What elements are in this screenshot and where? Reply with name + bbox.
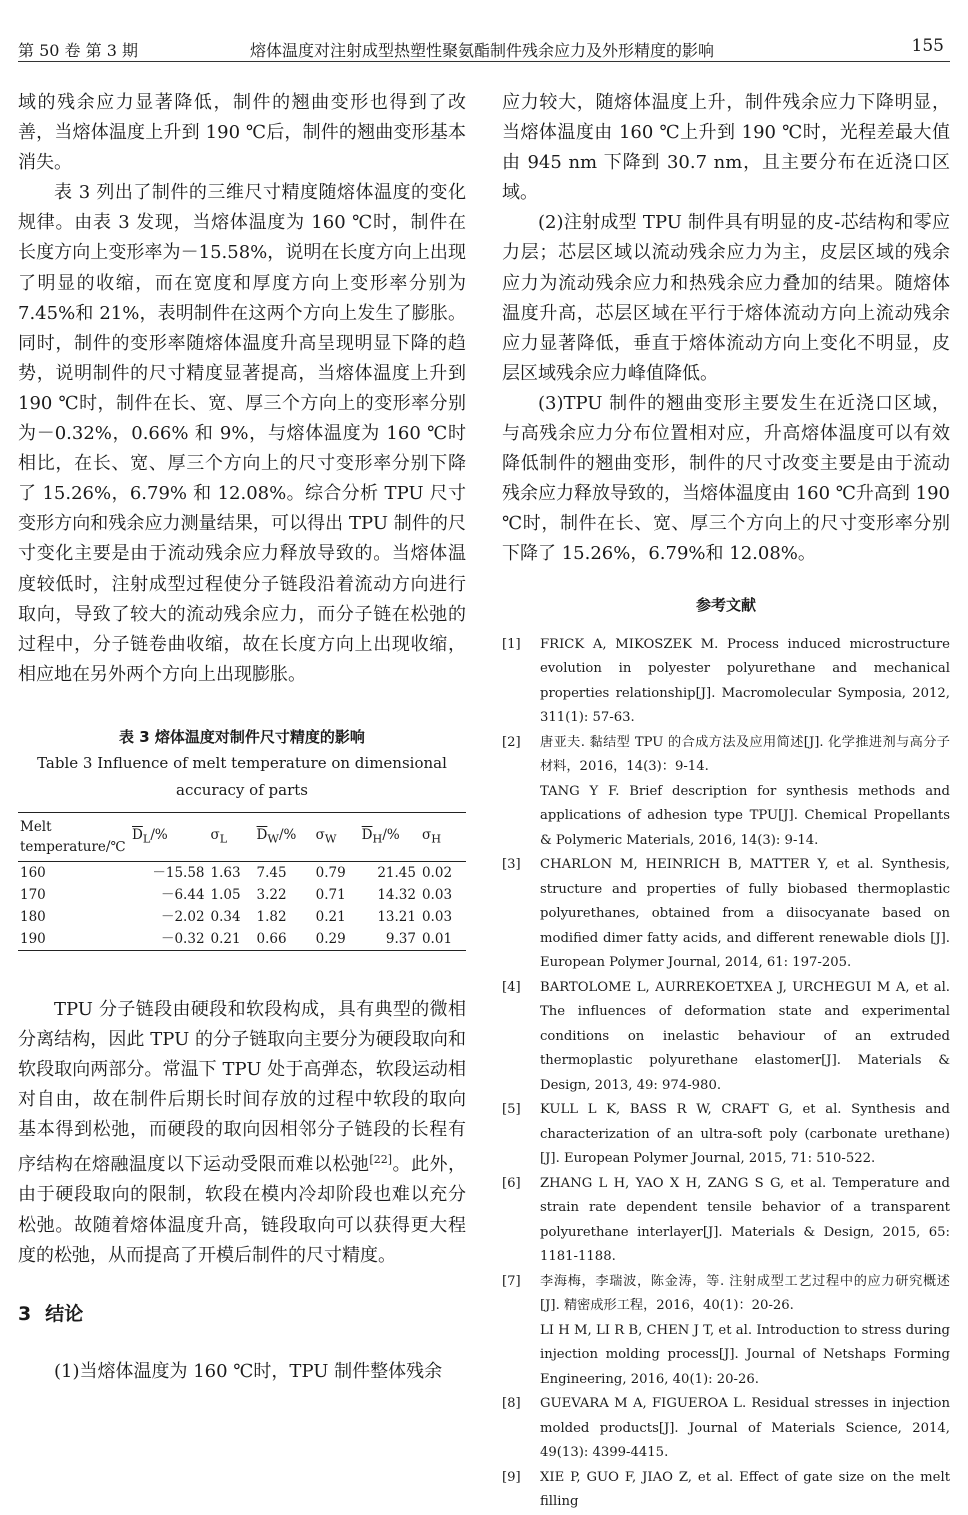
table-cell: 7.45 [256,864,287,881]
table-cell: 0.21 [210,930,241,947]
reference-text: XIE P, GUO F, JIAO Z, et al. Effect of gate size on the melt filling [540,1469,950,1509]
table-header-row [18,812,466,861]
section-title: 结论 [45,1302,84,1325]
table-cell: 0.34 [210,908,241,925]
reference-text: 唐亚夫. 黏结型 TPU 的合成方法及应用简述[J]. 化学推进剂与高分子材料，2016，14(3)：9-14. [540,734,950,774]
body-paragraph: 应力较大，随熔体温度上升，制件残余应力下降明显，当熔体温度由 160 ℃上升到 190 ℃时，光程差最大值由 945 nm 下降到 30.7 nm，且主要分布在近浇口区域。 [502,92,950,204]
table-cell: 170 [20,886,46,903]
reference-text: GUEVARA M A, FIGUEROA L. Residual stresses in injection molded products[J]. Journal of Materials Science, 2014, 49(13): 4399-4415. [540,1396,950,1460]
table-cell: 14.32 [377,886,416,903]
col-sigma-h: $\sigma_H$ [420,812,466,861]
reference-item [502,1270,950,1319]
body-paragraph: 域的残余应力显著降低，制件的翘曲变形也得到了改善，当熔体温度上升到 190 ℃后，制件的翘曲变形基本消失。 [18,92,466,174]
references-heading: 参考文献 [695,595,756,614]
table-cell: －0.32 [160,930,205,947]
table-cell: －6.44 [160,886,205,903]
page-number: 155 [911,36,944,56]
col-sigma-w: $\sigma_W$ [314,812,360,861]
reference-number: [2] [502,734,521,750]
citation: [22] [369,1153,393,1167]
col-sigma-l: $\sigma_L$ [209,812,255,861]
reference-text: TANG Y F. Brief description for synthesis methods and applications of adhesion type TPU[J]. Chemical Propellants & Polymeric Materials, 2016, 14(3): 9-14. [540,783,950,848]
table-cell: 0.71 [315,886,346,903]
reference-number: [6] [502,1175,521,1191]
table-cell: 0.29 [315,930,346,947]
reference-item [502,1172,950,1270]
table-row [18,928,466,951]
table-cell: 3.22 [256,886,287,903]
reference-item [502,1392,950,1466]
table-cell: 1.82 [256,908,287,925]
col-dw: $\overline{D}_W/\%$ [255,812,314,861]
table-cell: 0.66 [256,930,287,947]
reference-item [502,731,950,780]
reference-text: 李海梅，李瑞波，陈金涛，等. 注射成型工艺过程中的应力研究概述[J]. 精密成形工程，2016，40(1)：20-26. [540,1273,950,1313]
reference-number [502,1319,540,1393]
reference-number: [5] [502,1102,521,1117]
table-cell: 0.03 [421,886,453,903]
reference-text: ZHANG L H, YAO X H, ZANG S G, et al. Temperature and strain rate dependent tensile behavior of a transparent polyurethane interlayer[J]. Materials & Design, 2015, 65: 1181-1188. [540,1175,950,1264]
reference-text: LI H M, LI R B, CHEN J T, et al. Introduction to stress during injection molding process[J]. Journal of Netshaps Forming Engineering, 2016, 40(1): 20-26. [540,1322,950,1387]
reference-text: KULL L K, BASS R W, CRAFT G, et al. Synthesis and characterization of an ultra-soft poly (carbonate urethane)[J]. European Polymer Journal, 2015, 71: 510-522. [540,1102,950,1166]
body-paragraph: TPU 分子链段由硬段和软段构成，具有典型的微相分离结构，因此 TPU 的分子链取向主要分为硬段取向和软段取向两部分。常温下 TPU 处于高弹态，软段运动相对自由，故在制件后期长时间存放的过程中软段的取向基本得到松弛，而硬段的取向因相邻分子链段的长程有序结构在熔融温度以下运动受限而难以松弛[22]。此外，由于硬段取向的限制，软段在模内冷却阶段也难以充分松弛。故随着熔体温度升高，链段取向可以获得更大程度的松弛，从而提高了开模后制件的尺寸精度。 [18,998,466,1266]
table-cell: 0.02 [421,864,453,881]
data-table [18,812,466,951]
table-cell: －2.02 [160,908,205,925]
reference-number [502,780,540,854]
table-cell: 0.01 [421,930,453,947]
reference-list [502,633,950,1515]
table-caption-en: Table 3 Influence of melt temperature on dimensional accuracy of parts [37,753,447,799]
table-cell: 0.03 [421,908,453,925]
reference-number: [3] [502,857,521,872]
reference-number: [4] [502,979,521,995]
reference-item [502,1319,950,1393]
table-row [18,884,466,906]
table-cell: 190 [20,930,46,947]
reference-number: [9] [502,1469,521,1485]
table-cell: 13.21 [377,908,416,925]
table-cell: 1.63 [210,864,241,881]
body-paragraph: (3)TPU 制件的翘曲变形主要发生在近浇口区域，与高残余应力分布位置相对应，升高熔体温度可以有效降低制件的翘曲变形，制件的尺寸改变主要是由于流动残余应力释放导致的，当熔体温度由 160 ℃升高到 190 ℃时，制件在长、宽、厚三个方向上的尺寸变形率分别下降了 15.26%，6.79%和 12.08%。 [502,392,951,565]
col-melt-temperature: Melt temperature/℃ [18,812,130,861]
right-column [502,88,950,1515]
table-cell: 160 [20,864,46,881]
col-dl: $\overline{D}_L/\%$ [130,812,209,861]
section-number: 3 [18,1302,32,1325]
table-cell: 0.21 [315,908,346,925]
body-paragraph: 表 3 列出了制件的三维尺寸精度随熔体温度的变化规律。由表 3 发现，当熔体温度为 160 ℃时，制件在长度方向上变形率为－15.58%，说明在长度方向上出现了明显的收缩，而在宽度和厚度方向上变形率分别为 7.45%和 21%，表明制件在这两个方向上发生了膨胀。同时，制件的变形率随熔体温度升高呈现明显下降的趋势，说明制件的尺寸精度显著提高，当熔体温度上升到 190 ℃时，制件在长、宽、厚三个方向上的变形率分别为－0.32%，0.66% 和 9%，与熔体温度为 160 ℃时相比，在长、宽、厚三个方向上的尺寸变形率分别下降了 15.26%，6.79% 和 12.08%。综合分析 TPU 尺寸变形方向和残余应力测量结果，可以得出 TPU 制件的尺寸变化主要是由于流动残余应力释放导致的。当熔体温度较低时，注射成型过程使分子链段沿着流动方向进行取向，导致了较大的流动残余应力，而分子链在松弛的过程中，分子链卷曲收缩，故在长度方向上出现收缩，相应地在另外两个方向上出现膨胀。 [18,182,466,685]
reference-number: [8] [502,1396,521,1411]
left-column [18,88,466,1387]
table-row [18,861,466,884]
table-cell: 180 [20,908,46,925]
reference-item [502,1466,950,1515]
reference-text: CHARLON M, HEINRICH B, MATTER Y, et al. Synthesis, structure and properties of fully biobased thermoplastic polyurethanes, obtained from a diisocyanate based on modified dimer fatty acids, and different renewable diols [J]. European Polymer Journal, 2014, 61: 197-205. [540,857,950,970]
body-paragraph: (2)注射成型 TPU 制件具有明显的皮-芯结构和零应力层；芯层区域以流动残余应力为主，皮层区域的残余应力为流动残余应力和热残余应力叠加的结果。随熔体温度升高，芯层区域在平行于熔体流动方向上流动残余应力显著降低，垂直于熔体流动方向上变化不明显，皮层区域残余应力峰值降低。 [502,212,950,384]
running-title: 熔体温度对注射成型热塑性聚氨酯制件残余应力及外形精度的影响 [250,41,715,60]
reference-item [502,780,950,854]
reference-item [502,1098,950,1172]
reference-item [502,976,950,1099]
table-cell: 21.45 [377,864,416,881]
table-caption-cn: 表 3 熔体温度对制件尺寸精度的影响 [119,727,365,746]
reference-item [502,633,950,731]
reference-number: [1] [502,636,521,652]
col-dh: $\overline{D}_H/\%$ [360,812,420,861]
section-heading [18,1299,466,1329]
reference-text: FRICK A, MIKOSZEK M. Process induced microstructure evolution in polyester polyurethane and mechanical properties relationship[J]. Macromolecular Symposia, 2012, 311(1): 57-63. [540,636,950,725]
table-cell: 0.79 [315,864,346,881]
table-cell: 9.37 [385,930,416,947]
table-3 [18,724,466,951]
body-paragraph: (1)当熔体温度为 160 ℃时，TPU 制件整体残余 [54,1360,443,1382]
reference-text: BARTOLOME L, AURREKOETXEA J, URCHEGUI M A, et al. The influences of deformation state and experimental conditions on inelastic behaviour of an extruded thermoplastic polyurethane elastomer[J]. Materials & Design, 2013, 49: 974-980. [540,979,950,1093]
running-header [18,32,950,62]
table-cell: －15.58 [152,864,205,881]
table-row [18,906,466,928]
table-cell: 1.05 [210,886,241,903]
journal-volume: 第 50 卷 第 3 期 [18,41,138,60]
reference-number: [7] [502,1273,521,1289]
reference-item [502,853,950,976]
